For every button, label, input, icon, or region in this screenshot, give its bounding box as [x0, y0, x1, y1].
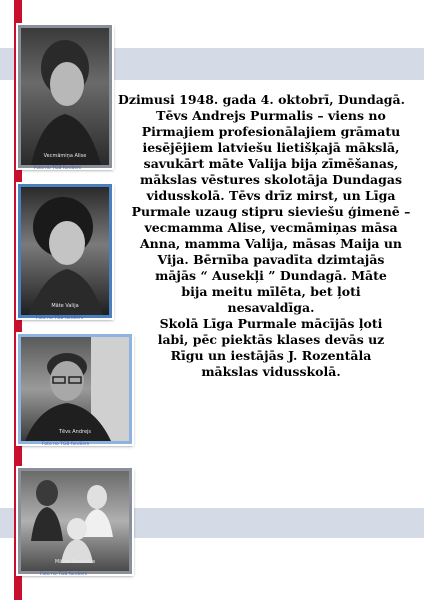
text-line: Pirmajiem profesionālajiem grāmatu	[141, 124, 401, 139]
portrait-silhouette	[21, 28, 109, 165]
portrait-silhouette	[21, 337, 129, 441]
photo-caption: Māsas Purmales	[54, 559, 96, 565]
text-line: Tēvs Andrejs Purmalis – viens no	[156, 108, 386, 123]
photo-father	[18, 334, 132, 444]
text-line: mājās “ Ausekļi ” Dundagā. Māte	[155, 268, 387, 283]
photo-credit: Foto no TGB fondiem	[40, 572, 88, 577]
photo-caption: Māte Valija	[51, 303, 79, 309]
photo-caption: Tēvs Andrejs	[58, 429, 92, 435]
photo-grandmother	[18, 25, 112, 168]
text-line: labi, pēc piektās klases devās uz	[157, 332, 385, 347]
portrait-silhouette	[21, 187, 109, 315]
text-line: iesējējiem latviešu lietišķajā mākslā,	[142, 140, 400, 155]
text-line: Anna, mamma Valija, māsas Maija un	[139, 236, 403, 251]
text-line: bija meitu mīlēta, bet ļoti	[181, 284, 361, 299]
photo-mother	[18, 184, 112, 318]
photo-caption: Vecmāmiņa Alise	[43, 153, 87, 159]
text-line: nesavaldīga.	[227, 300, 315, 315]
text-line: Rīgu un iestājās J. Rozentāla	[170, 348, 372, 363]
portrait-silhouette	[21, 471, 129, 571]
text-line: vecmamma Alise, vecmāmiņas māsa	[144, 220, 398, 235]
biography-text	[118, 92, 424, 380]
text-line: Dzimusi 1948. gada 4. oktobrī, Dundagā.	[118, 92, 405, 107]
text-line: vidusskolā. Tēvs drīz mirst, un Līga	[146, 188, 396, 203]
text-line: Skolā Līga Purmale mācījās ļoti	[159, 316, 383, 331]
text-line: mākslas vēstures skolotāja Dundagas	[139, 172, 402, 187]
text-line: Vija. Bērnība pavadīta dzimtajās	[157, 252, 385, 267]
photo-credit: Foto no TGB fondiem	[36, 316, 84, 321]
photo-credit: Foto no TGB fondiem	[34, 166, 82, 171]
text-line: mākslas vidusskolā.	[201, 364, 341, 379]
text-line: Purmale uzaug stipru sieviešu ģimenē –	[131, 204, 411, 219]
photo-credit: Foto no TGB fondiem	[42, 442, 90, 447]
text-line: savukārt māte Valija bija zīmēšanas,	[143, 156, 399, 171]
photo-sisters	[18, 468, 132, 574]
